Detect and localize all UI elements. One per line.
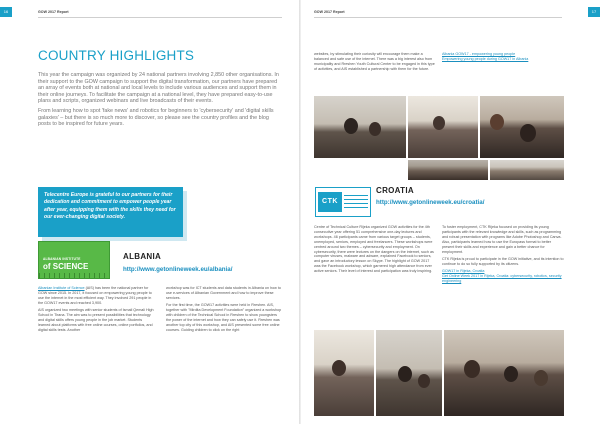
person-silhouette [464, 360, 480, 378]
albania-column-1 [38, 286, 154, 335]
intro-text [38, 72, 282, 131]
albania-paragraph: Albanian Institute of Science (AIS) has been the national partner for GOW since 2015. In 2017, it focused on empowering young people to use the internet in the most efficient way. They involved 291 people in the GOW17 events and reached 3,900. [38, 286, 152, 305]
running-title: GOW 2017 Report [314, 10, 345, 14]
albanian-institute-link[interactable]: Albanian Institute of Science [38, 286, 85, 290]
right-page-header [300, 7, 600, 17]
video-link[interactable]: Empowering young people during GOW17 in Albania [442, 56, 529, 61]
albania-video-links [442, 52, 564, 62]
albania-paragraph: For the first time, the GOW17 activities were held in Rreshen. AIS, together with "Mirdita Development Foundation" organized a workshop with children of the Technical School in Rreshen to show youngsters the power of the internet and how they can safely use it. Rreshen was another top city of this workshop, and AIS presented some free online courses. Guiding children to click on the right [166, 303, 282, 332]
video-link[interactable]: GOW17 in Rijeka, Croatia [442, 269, 485, 274]
croatia-lecture-photo [444, 330, 564, 416]
right-page [300, 0, 600, 424]
section-url-link[interactable]: http://www.getonlineweek.eu/albania/ [123, 266, 233, 273]
classroom-photo [408, 96, 478, 158]
ctk-logo-mark: CTK [318, 192, 342, 212]
header-rule [38, 17, 282, 18]
left-page-header [0, 7, 300, 17]
person-silhouette [332, 360, 346, 376]
person-silhouette [504, 366, 518, 382]
video-link[interactable]: Get Online Week 2017 in Rijeka, Croatia: cybersecurity, robotics, security engineering [442, 274, 562, 284]
albania-paragraph: AIS organized two meetings with senior students of Ismail Qemali High School in Tirana. The aim was to present possibilities that technology and digital skills offers young people in the job market. Students learned about platforms with free online courses, online portfolios, and digital skills tests. Another [38, 308, 154, 332]
person-silhouette [398, 366, 412, 382]
page-number: 16 [0, 7, 12, 17]
students-photo [480, 96, 564, 158]
ctk-logo [315, 187, 371, 217]
header-rule [314, 17, 562, 18]
person-silhouette [490, 114, 504, 130]
person-silhouette [520, 124, 536, 142]
person-silhouette [433, 116, 445, 130]
section-url-link[interactable]: http://www.getonlineweek.eu/croatia/ [376, 199, 485, 206]
croatia-workshop-photo [314, 330, 374, 416]
video-link[interactable]: Albania GOW17 - empowering young people [442, 52, 516, 56]
person-silhouette [534, 370, 548, 386]
croatia-column-1: Centre of Technical Culture Rijeka organized GOW activities for the 4th consecutive year offering 51 comprehensive one-day lectures and workshops. 46 participants came from various target groups – students, unemployed, seniors, employed and freelancers. These workshops were centred around two themes – cybersecurity and employment. On cybersecurity, there were lectures on the dangers on the internet, such as computer viruses, malware and adware, explained Facebook to seniors, and gave an introductory lesson on Skype. The highlight of GOW 2017 was the Facebook workshop, which garnered high attendance from ever active seniors. Their level of interest and participation was truly inspiring. [314, 225, 434, 274]
page-gutter [299, 0, 301, 424]
running-title: GOW 2017 Report [38, 10, 69, 14]
logo-text: ALBANIAN INSTITUTE [43, 257, 81, 261]
section-country-name: CROATIA [376, 186, 414, 195]
workshop-photo [314, 96, 406, 158]
logo-text: of SCIENCE [43, 262, 89, 271]
page-title: COUNTRY HIGHLIGHTS [38, 48, 195, 63]
intro-paragraph: This year the campaign was organized by 24 national partners involving 2,850 other organisations. In their support to the GOW campaign to support the digital transformation, our partners have prepared an array of events both at national and local levels to include various audiences and support them in their online journeys. To facilitate the campaign at a national level, they have prepared easy-to-use plans and scripts, organized webinars and live broadcasts of their events. [38, 72, 279, 105]
croatia-classroom-photo [376, 330, 442, 416]
callout-box: Telecentre Europe is grateful to our partners for their dedication and commitment to empower people year after year, equipping them with the skills they need for our ever-changing digital society. [38, 187, 183, 237]
lecture-photo [408, 160, 488, 180]
page-number: 17 [588, 7, 600, 17]
logo-ruler-graphic [39, 273, 110, 278]
albanian-institute-logo [38, 241, 110, 279]
person-silhouette [344, 118, 358, 134]
albania-column-2 [166, 286, 282, 335]
albania-continued-text: websites, by stimulating their curiosity will encourage them make a balanced and safe use of the internet. There was a big interest also from municipality and Rreshen Youth Cultural Center to be engaged in this type of activities, and AIS established a partnership with them for the future. [314, 52, 435, 71]
albania-paragraph: workshop was for ICT students and data students in Albania on how to use e-services of Albanian Government and how to improve these services. [166, 286, 281, 300]
person-silhouette [418, 374, 430, 388]
croatia-column-2: To foster employment, CTK Rijeka focused on providing its young participants with the relevant knowledge and skills, such as programming and robust presentation with programs like Adobe Photoshop and Canva. Also, participants learned how to use the Europass format to better present their skills and experience and gain a better chance for employment. CTK Rijeka is proud to participate in the GOW initiative, and its intention to continue to do so fully supported by its citizens. GOW17 in Rijeka, Croatia Get Online Week 2017 in Rijeka, Croatia: cybersecurity, robotics, security engineering [442, 225, 564, 284]
person-silhouette [369, 122, 381, 136]
ctk-logo-lines [344, 195, 368, 209]
lecture-photo [490, 160, 564, 180]
intro-paragraph: From learning how to spot 'fake news' and robotics for beginners to 'cybersecurity' and 'digital skills galaxies' – but there is so much more to discover, so please see the country profiles and the blog posts to be inspired for future years. [38, 107, 274, 128]
section-country-name: ALBANIA [123, 252, 162, 261]
